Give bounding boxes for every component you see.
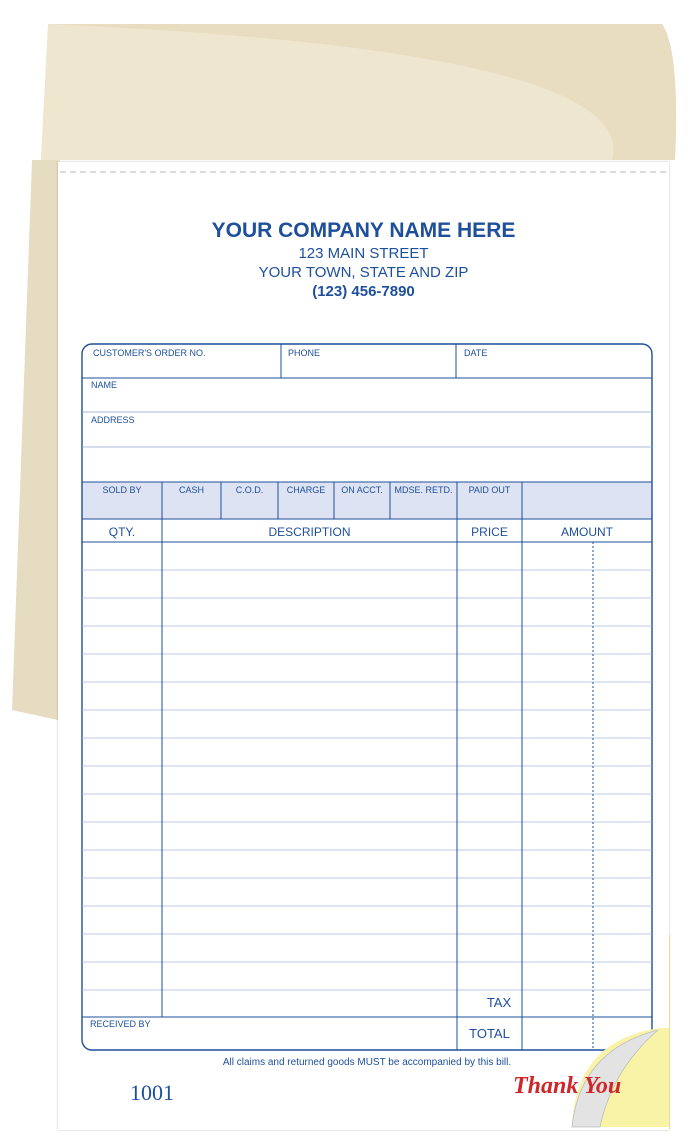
paid-out-label: PAID OUT: [468, 485, 511, 495]
form-number: 1001: [130, 1080, 174, 1105]
claims-note: All claims and returned goods MUST be accompanied by this bill.: [222, 1057, 512, 1068]
company-city: YOUR TOWN, STATE AND ZIP: [258, 264, 469, 281]
order-no-label: CUSTOMER'S ORDER NO.: [93, 348, 206, 358]
company-street: 123 MAIN STREET: [298, 245, 429, 262]
cash-label: CASH: [178, 485, 204, 495]
description-header: DESCRIPTION: [268, 525, 351, 539]
date-label: DATE: [464, 348, 488, 358]
on-acct-label: ON ACCT.: [341, 485, 383, 495]
tax-label: TAX: [486, 995, 512, 1010]
amount-header: AMOUNT: [561, 525, 613, 539]
mdse-retd-label: MDSE. RETD.: [394, 485, 453, 495]
qty-header: QTY.: [108, 525, 136, 539]
company-name: YOUR COMPANY NAME HERE: [211, 219, 516, 242]
company-phone: (123) 456-7890: [312, 283, 415, 300]
address-label: ADDRESS: [91, 415, 135, 425]
total-label: TOTAL: [469, 1026, 510, 1041]
name-label: NAME: [91, 380, 118, 390]
cod-label: C.O.D.: [235, 485, 264, 495]
thank-you-text: Thank You: [513, 1073, 622, 1099]
phone-label: PHONE: [288, 348, 321, 358]
received-by-label: RECEIVED BY: [90, 1019, 151, 1029]
charge-label: CHARGE: [286, 485, 326, 495]
price-header: PRICE: [471, 525, 508, 539]
sold-by-label: SOLD BY: [102, 485, 142, 495]
